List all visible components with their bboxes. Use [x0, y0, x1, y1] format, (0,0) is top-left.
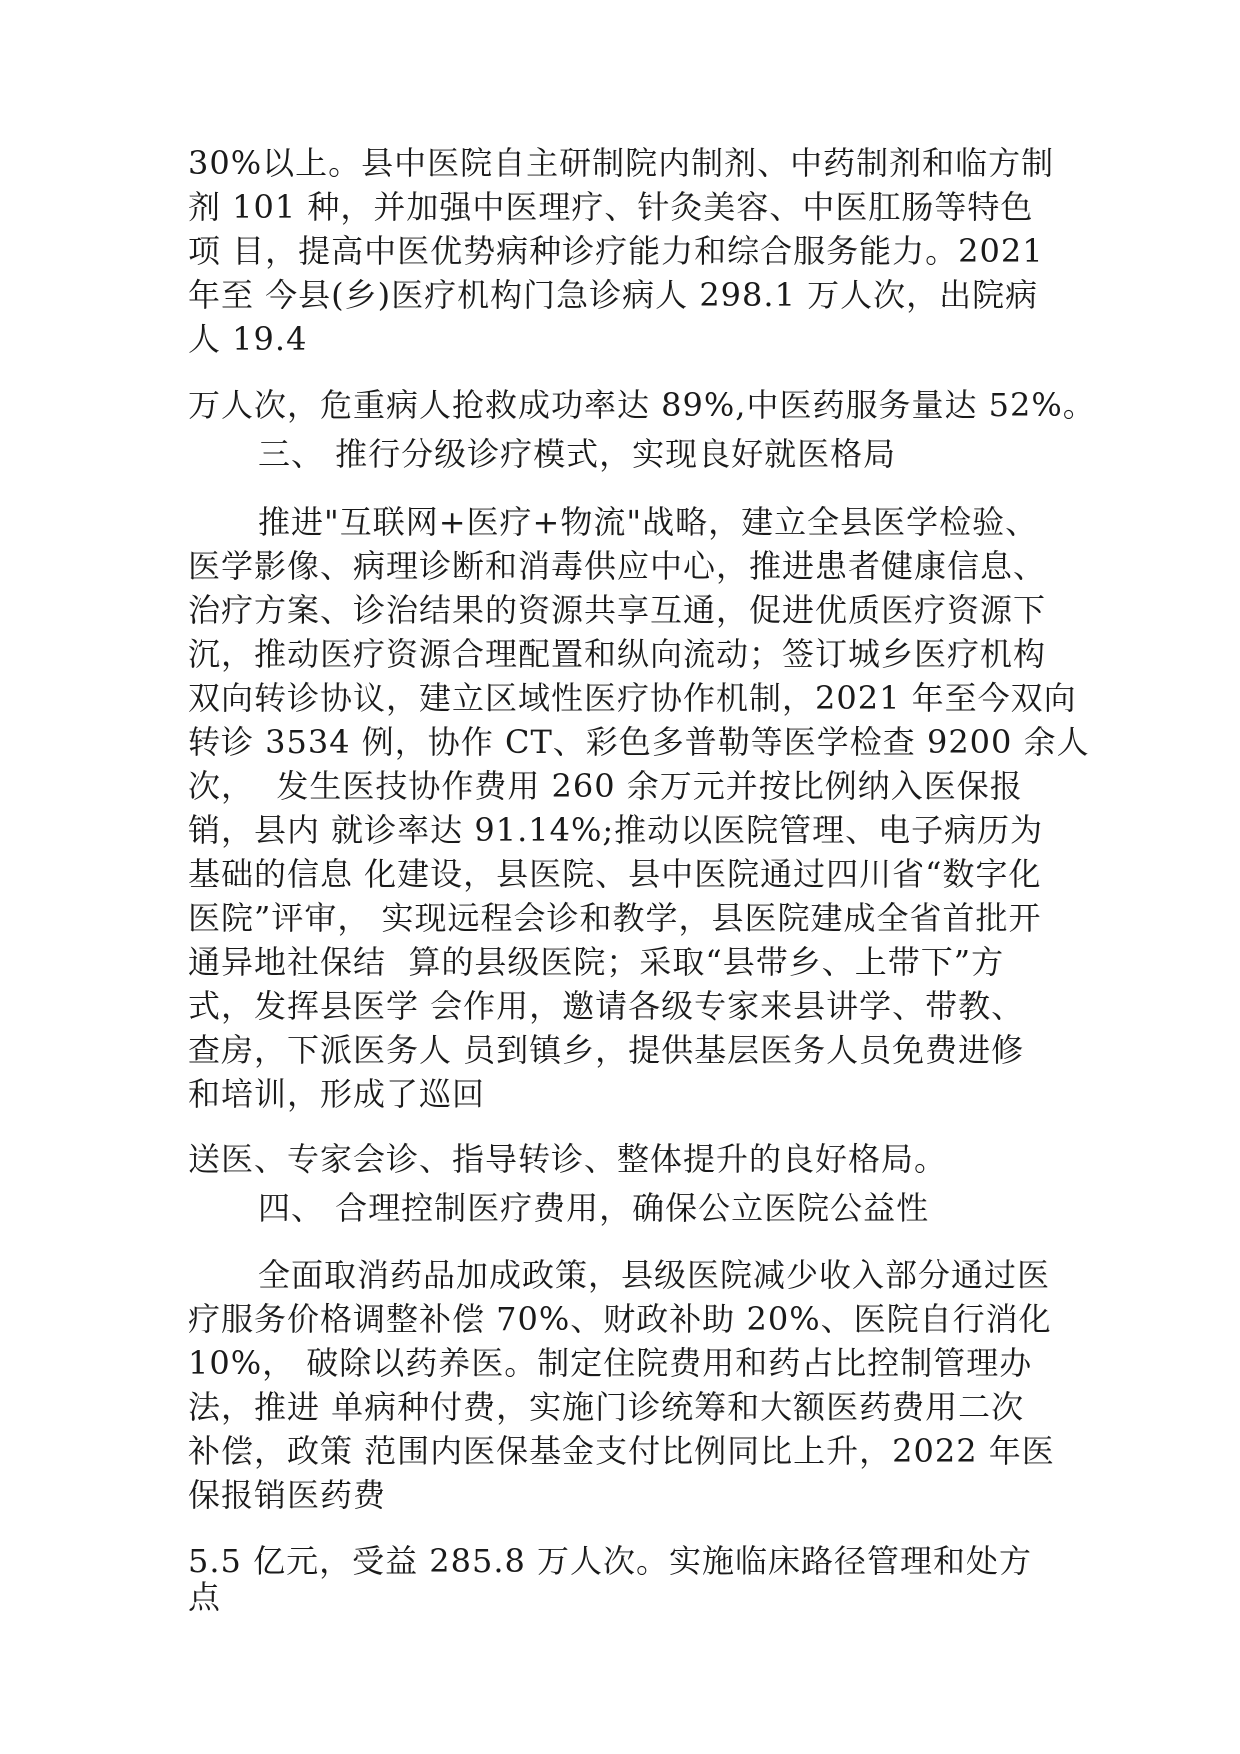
- paragraph-line: 年至 今县(乡)医疗机构门急诊病人 298.1 万人次，出院病: [188, 276, 1039, 314]
- paragraph-line: 医院”评审， 实现远程会诊和教学，县医院建成全省首批开: [188, 899, 1042, 937]
- paragraph-line: 项 目，提高中医优势病种诊疗能力和综合服务能力。2021: [188, 232, 1044, 270]
- paragraph-line: 送医、专家会诊、指导转诊、整体提升的良好格局。: [188, 1140, 948, 1178]
- paragraph-line: 补偿，政策 范围内医保基金支付比例同比上升，2022 年医: [188, 1432, 1055, 1470]
- paragraph-line: 查房，下派医务人 员到镇乡，提供基层医务人员免费进修: [188, 1031, 1025, 1069]
- paragraph-line: 法，推进 单病种付费，实施门诊统筹和大额医药费用二次: [188, 1388, 1025, 1426]
- paragraph-line: 双向转诊协议，建立区域性医疗协作机制，2021 年至今双向: [188, 679, 1077, 717]
- paragraph-line: 疗服务价格调整补偿 70%、财政补助 20%、医院自行消化: [188, 1300, 1052, 1338]
- paragraph-line: 沉，推动医疗资源合理配置和纵向流动；签订城乡医疗机构: [188, 635, 1047, 673]
- section-heading-3: 三、 推行分级诊疗模式，实现良好就医格局: [258, 435, 897, 473]
- paragraph-line: 点: [188, 1578, 222, 1616]
- paragraph-line: 转诊 3534 例，协作 CT、彩色多普勒等医学检查 9200 余人: [188, 723, 1090, 761]
- paragraph-line: 30%以上。县中医院自主研制院内制剂、中药制剂和临方制: [188, 144, 1055, 182]
- paragraph-line: 通异地社保结 算的县级医院；采取“县带乡、上带下”方: [188, 943, 1005, 981]
- paragraph-line: 剂 101 种，并加强中医理疗、针灸美容、中医肛肠等特色: [188, 188, 1034, 226]
- paragraph-line: 基础的信息 化建设，县医院、县中医院通过四川省“数字化: [188, 855, 1042, 893]
- paragraph-line: 人 19.4: [188, 320, 308, 358]
- paragraph-line: 销，县内 就诊率达 91.14%;推动以医院管理、电子病历为: [188, 811, 1044, 849]
- paragraph-line: 式，发挥县医学 会作用，邀请各级专家来县讲学、带教、: [188, 987, 1025, 1025]
- paragraph-line: 万人次，危重病人抢救成功率达 89%,中医药服务量达 52%。: [188, 386, 1096, 424]
- paragraph-line: 10%， 破除以药养医。制定住院费用和药占比控制管理办: [188, 1344, 1033, 1382]
- paragraph-line: 和培训，形成了巡回: [188, 1075, 486, 1113]
- paragraph-line: 5.5 亿元，受益 285.8 万人次。实施临床路径管理和处方: [188, 1542, 1033, 1580]
- paragraph-first-line: 全面取消药品加成政策，县级医院减少收入部分通过医: [258, 1256, 1051, 1294]
- paragraph-line: 医学影像、病理诊断和消毒供应中心，推进患者健康信息、: [188, 547, 1047, 585]
- paragraph-line: 次， 发生医技协作费用 260 余万元并按比例纳入医保报: [188, 767, 1023, 805]
- paragraph-first-line: 推进"互联网+医疗+物流"战略，建立全县医学检验、: [258, 503, 1039, 541]
- paragraph-line: 治疗方案、诊治结果的资源共享互通，促进优质医疗资源下: [188, 591, 1047, 629]
- section-heading-4: 四、 合理控制医疗费用，确保公立医院公益性: [258, 1189, 930, 1227]
- paragraph-line: 保报销医药费: [188, 1476, 387, 1514]
